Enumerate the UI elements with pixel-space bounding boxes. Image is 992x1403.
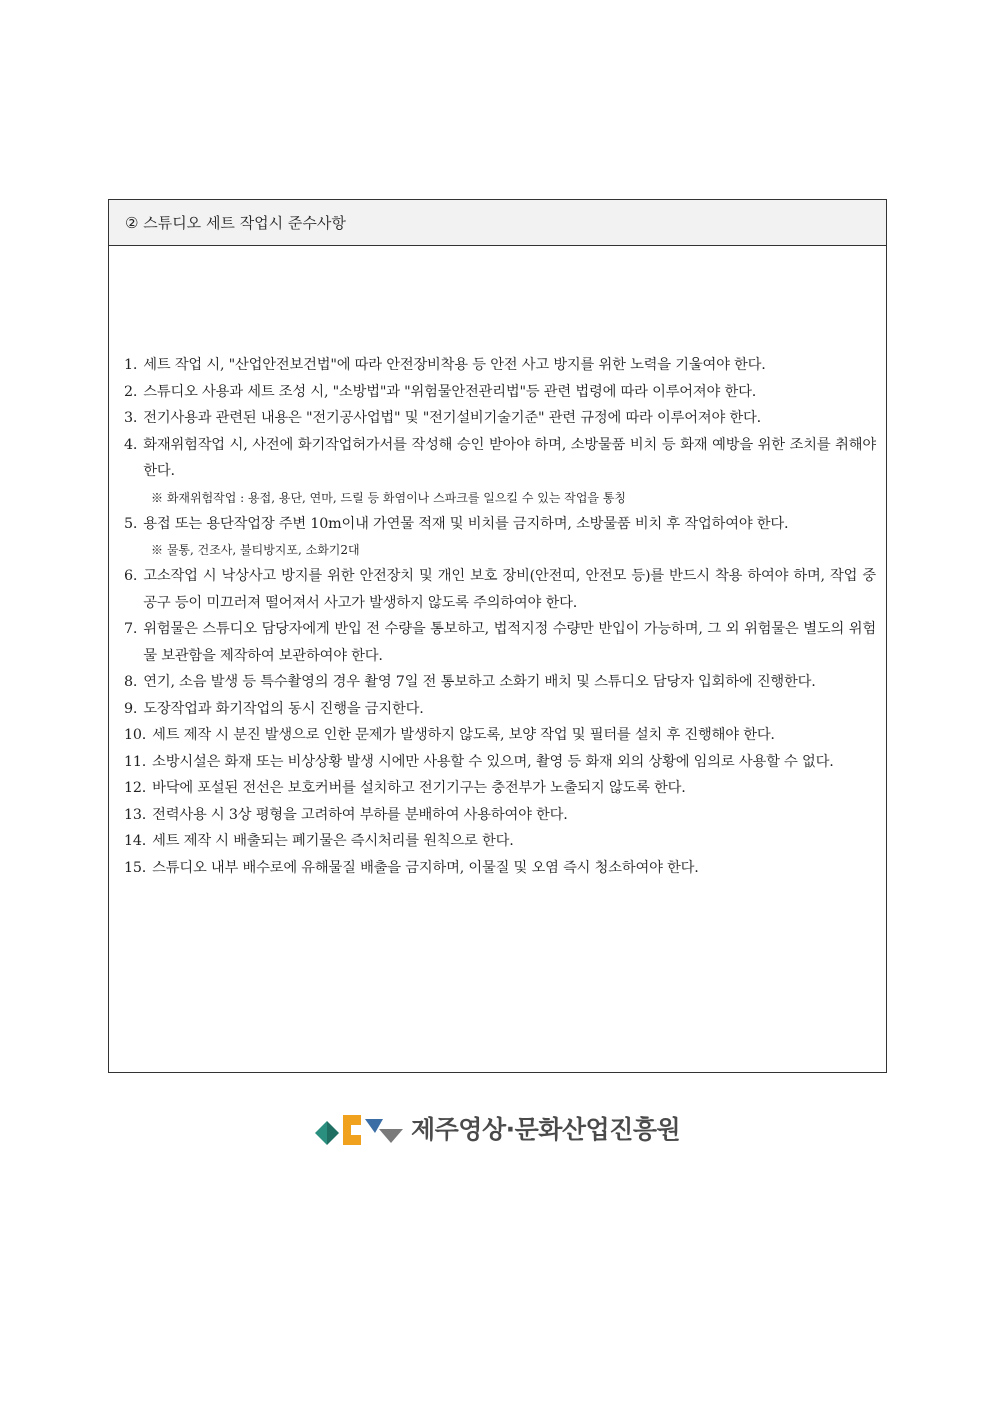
- rules-list: [124, 352, 876, 881]
- item-text: 스튜디오 내부 배수로에 유해물질 배출을 금지하며, 이물질 및 오염 즉시 청소하여야 한다.: [152, 859, 699, 876]
- item-text: 화재위험작업 시, 사전에 화기작업허가서를 작성해 승인 받아야 하며, 소방물품 비치 등 화재 예방을 위한 조치를 취해야 한다.: [143, 436, 876, 479]
- organization-logo: [313, 1110, 680, 1146]
- section-header: [109, 200, 886, 246]
- logo-mark-icon: [313, 1111, 405, 1145]
- item-number: 12.: [124, 780, 147, 796]
- fire-work-note: ※ 화재위험작업 : 용접, 용단, 연마, 드릴 등 화염이나 스파크를 일으킬 수 있는 작업을 통칭: [151, 490, 627, 505]
- list-item: [124, 828, 876, 855]
- list-item: [124, 432, 876, 485]
- item-text: 세트 제작 시 분진 발생으로 인한 문제가 발생하지 않도록, 보양 작업 및 필터를 설치 후 진행해야 한다.: [152, 727, 775, 743]
- equipment-note: ※ 물통, 건조사, 불티방지포, 소화기2대: [151, 543, 360, 557]
- list-item: [124, 616, 876, 669]
- list-item: [124, 775, 876, 802]
- item-number: 14.: [124, 833, 147, 849]
- item-number: 11.: [124, 753, 147, 770]
- logo-text: 제주영상·문화산업진흥원: [411, 1115, 681, 1144]
- item-text: 고소작업 시 낙상사고 방지를 위한 안전장치 및 개인 보호 장비(안전띠, 안전모 등)를 반드시 착용 하여야 하며, 작업 중 공구 등이 미끄러져 떨어져서 사고가 발생하지 않도록 주의하여야 한다.: [143, 568, 876, 611]
- item-number: 5.: [124, 515, 138, 532]
- item-text: 위험물은 스튜디오 담당자에게 반입 전 수량을 통보하고, 법적지정 수량만 반입이 가능하며, 그 외 위험물은 별도의 위험물 보관함을 제작하여 보관하여야 한다.: [143, 621, 876, 664]
- item-text: 바닥에 포설된 전선은 보호커버를 설치하고 전기기구는 충전부가 노출되지 않도록 한다.: [152, 780, 686, 796]
- item-text: 소방시설은 화재 또는 비상상황 발생 시에만 사용할 수 있으며, 촬영 등 화재 외의 상황에 임의로 사용할 수 없다.: [152, 753, 834, 770]
- list-item: [124, 352, 876, 379]
- item-text: 세트 작업 시, "산업안전보건법"에 따라 안전장비착용 등 안전 사고 방지를 위한 노력을 기울여야 한다.: [143, 357, 766, 373]
- item-number: 2.: [124, 383, 138, 400]
- item-number: 9.: [124, 700, 138, 717]
- list-item: [124, 802, 876, 829]
- item-text: 스튜디오 사용과 세트 조성 시, "소방법"과 "위험물안전관리법"등 관련 법령에 따라 이루어져야 한다.: [143, 383, 757, 400]
- list-item: [124, 749, 876, 776]
- item-text: 용접 또는 용단작업장 주변 10m이내 가연물 적재 및 비치를 금지하며, 소방물품 비치 후 작업하여야 한다.: [143, 515, 789, 532]
- item-number: 6.: [124, 568, 138, 584]
- list-item: [124, 669, 876, 696]
- list-item: [124, 379, 876, 406]
- item-text: 도장작업과 화기작업의 동시 진행을 금지한다.: [143, 700, 424, 717]
- item-number: 4.: [124, 436, 138, 453]
- item-text: 전기사용과 관련된 내용은 "전기공사업법" 및 "전기설비기술기준" 관련 규정에 따라 이루어져야 한다.: [143, 410, 761, 426]
- item-text: 전력사용 시 3상 평형을 고려하여 부하를 분배하여 사용하여야 한다.: [152, 806, 568, 823]
- section-title: ② 스튜디오 세트 작업시 준수사항: [125, 214, 346, 232]
- compliance-box: [108, 199, 887, 1073]
- list-item: [124, 722, 876, 749]
- list-item: [124, 696, 876, 723]
- item-text: 세트 제작 시 배출되는 폐기물은 즉시처리를 원칙으로 한다.: [152, 833, 514, 849]
- item-number: 7.: [124, 621, 138, 637]
- item-number: 8.: [124, 674, 138, 690]
- list-item: [124, 563, 876, 616]
- list-item: [124, 855, 876, 882]
- item-number: 10.: [124, 727, 147, 743]
- item-number: 1.: [124, 357, 138, 373]
- item-text: 연기, 소음 발생 등 특수촬영의 경우 촬영 7일 전 통보하고 소화기 배치 및 스튜디오 담당자 입회하에 진행한다.: [143, 674, 816, 690]
- item-number: 3.: [124, 410, 138, 426]
- item-number: 13.: [124, 806, 147, 823]
- item-number: 15.: [124, 859, 147, 876]
- list-item: [124, 405, 876, 432]
- list-item: [124, 511, 876, 538]
